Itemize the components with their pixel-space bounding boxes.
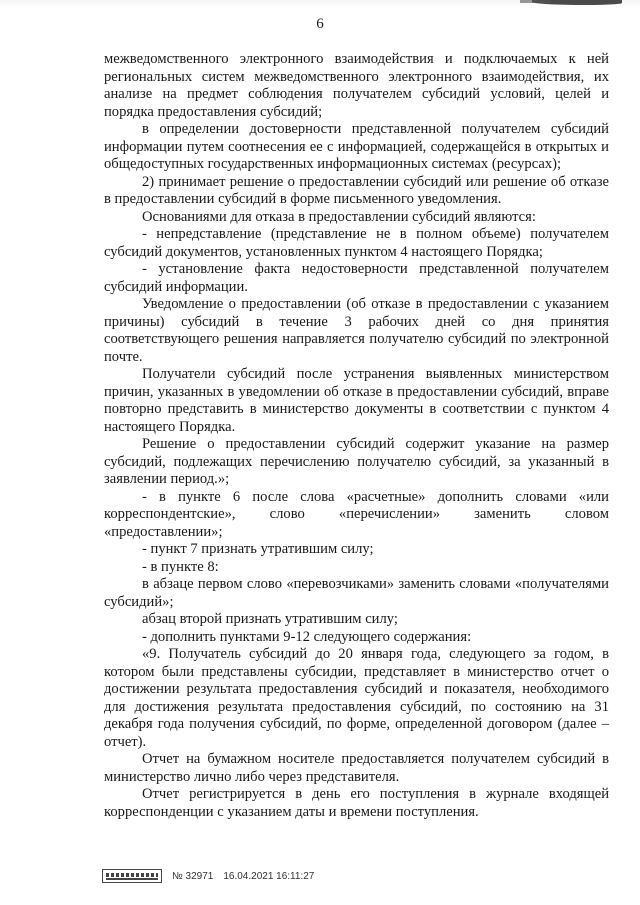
scan-edge	[0, 0, 640, 8]
page-number: 6	[316, 16, 324, 32]
timestamp: 16.04.2021 16:11:27	[223, 870, 315, 882]
paragraph: - в пункте 6 после слова «расчетные» дополнить словами «или корреспондентские», слово «перечислении» заменить словом «предоставлении»;	[104, 488, 609, 540]
paragraph: - пункт 7 признать утратившим силу;	[142, 541, 374, 557]
registry-logo-icon	[102, 869, 162, 883]
paragraph: - в пункте 8:	[142, 558, 219, 575]
paragraph: Решение о предоставлении субсидий содержит указание на размер субсидий, подлежащих перечислению получателю субсидий, за указанный в заявлении период.»;	[104, 436, 609, 487]
paragraph: - установление факта недостоверности представленной получателем субсидий информации.	[104, 261, 609, 295]
scan-artifact	[520, 0, 550, 3]
paragraph: абзац второй признать утратившим силу;	[142, 611, 398, 627]
paragraph: «9. Получатель субсидий до 20 января года, следующего за годом, в котором были представлены субсидии, представляет в министерство отчет о достижении результата предоставления субсидий и показателя, необходимого для достижения результата предоставления субсидий, по состоянию на 31 декабря года получения субсидий, по форме, определенной договором (далее – отчет).	[104, 646, 609, 750]
paragraph: в абзаце первом слово «перевозчиками» заменить словами «получателями субсидий»;	[104, 576, 609, 610]
paragraph: межведомственного электронного взаимодействия и подключаемых к ней региональных систем межведомственного электронного взаимодействия, их анализе на предмет соблюдения получателем субсидий условий, целей и порядка предоставления субсидий;	[104, 51, 609, 120]
paragraph: Получатели субсидий после устранения выявленных министерством причин, указанных в уведомлении об отказе в предоставлении субсидий, вправе повторно представить в министерство документы в соответствии с пунктом 4 настоящего Порядка.	[104, 366, 609, 435]
paragraph: Уведомление о предоставлении (об отказе в предоставлении с указанием причины) субсидий в течение 3 рабочих дней со дня принятия соответствующего решения направляется получателю субсидий по электронной почте.	[104, 296, 609, 365]
doc-id: № 32971	[172, 870, 214, 882]
paragraph: - непредставление (представление не в полном объеме) получателем субсидий документов, установленных пунктом 4 настоящего Порядка;	[104, 226, 609, 260]
document-body	[104, 51, 609, 821]
paragraph: Основаниями для отказа в предоставлении субсидий являются:	[142, 208, 536, 225]
paragraph: - дополнить пунктами 9-12 следующего содержания:	[142, 628, 472, 645]
registration-footer	[102, 868, 314, 884]
paragraph: в определении достоверности представленной получателем субсидий информации путем соотнесения ее с информацией, содержащейся в открытых и общедоступных государственных информационных системах (ресурсах);	[104, 121, 609, 172]
paragraph: Отчет на бумажном носителе предоставляется получателем субсидий в министерство лично либо через представителя.	[104, 751, 609, 785]
paragraph: 2) принимает решение о предоставлении субсидий или решение об отказе в предоставлении субсидий в форме письменного уведомления.	[104, 173, 609, 207]
paragraph: Отчет регистрируется в день его поступления в журнале входящей корреспонденции с указанием даты и времени поступления.	[104, 786, 609, 820]
